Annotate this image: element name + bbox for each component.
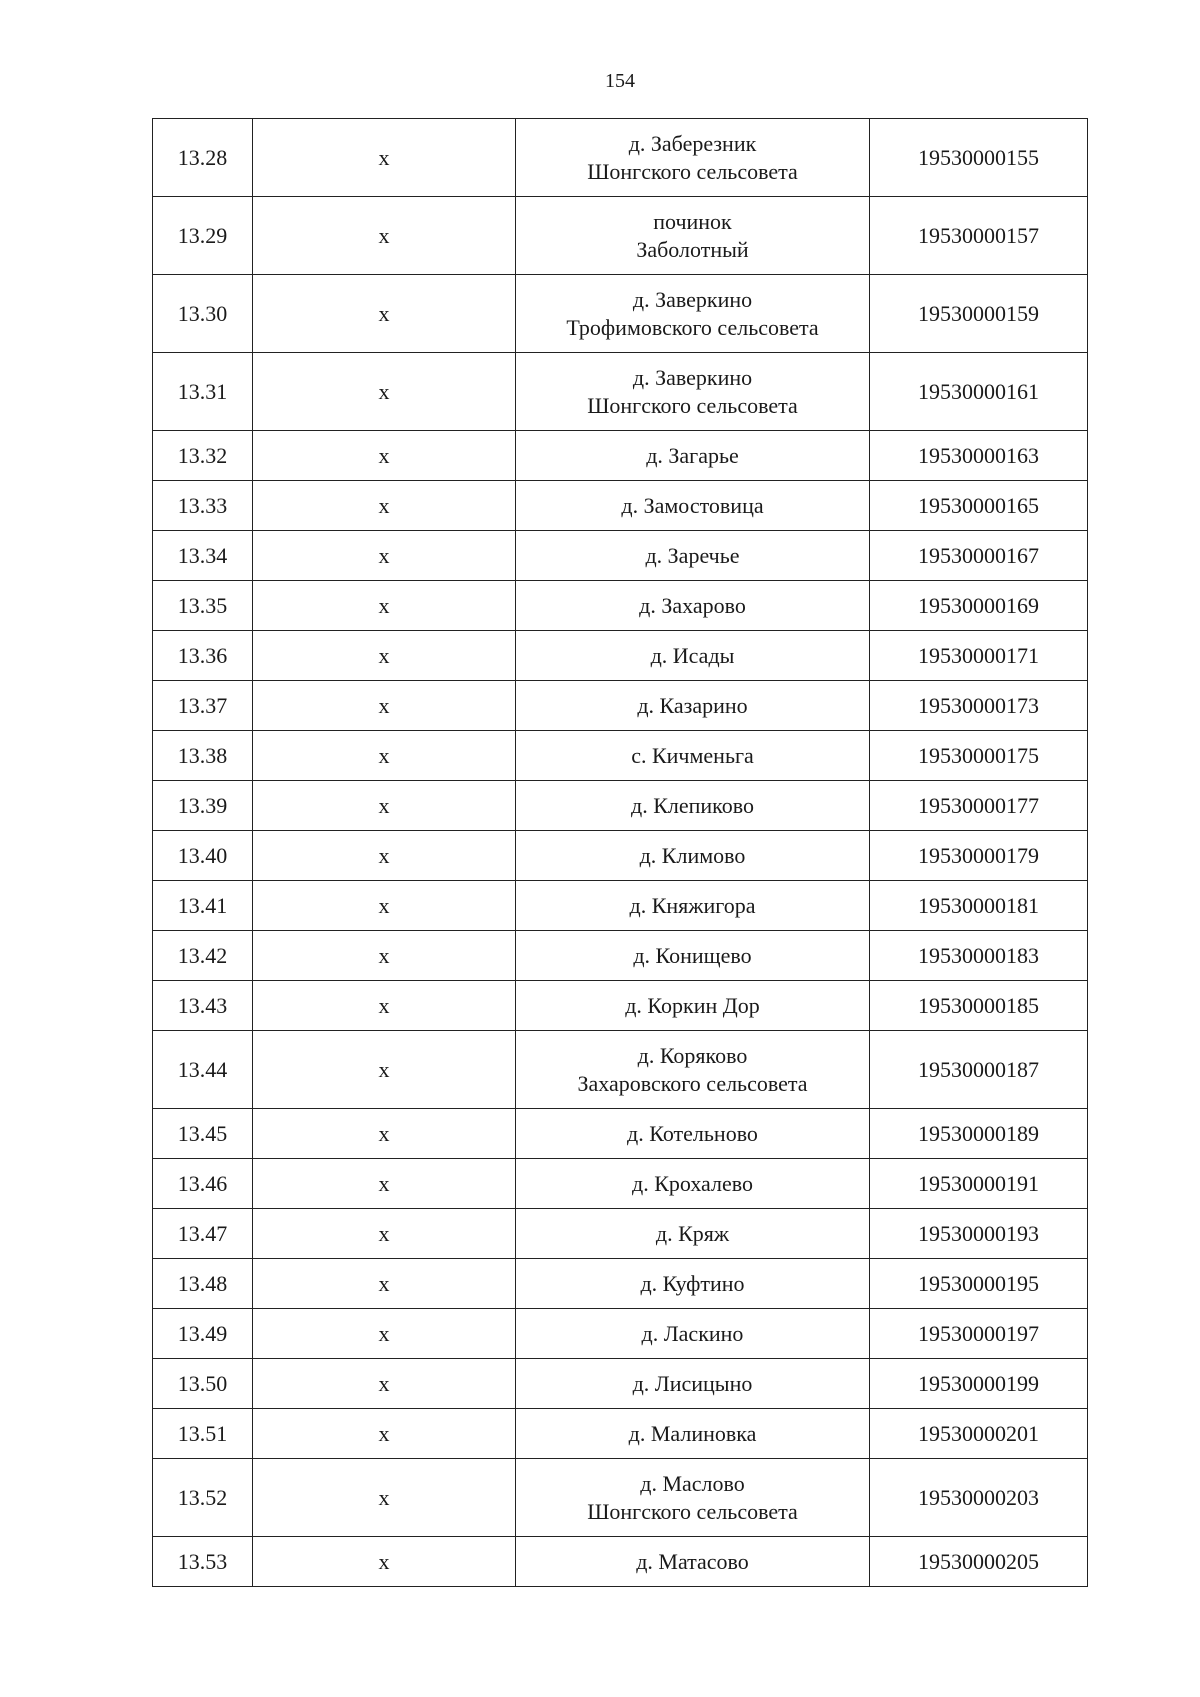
mark-cell: х [253,1359,516,1409]
table-row [153,1359,1088,1409]
settlement-name-line: д. Заверкино [632,286,753,312]
row-number-cell: 13.40 [153,831,253,881]
table-row [153,119,1088,197]
mark-cell: х [253,1537,516,1587]
settlement-name-line: д. Коркин Дор [625,992,760,1018]
settlement-name-line: Захаровского сельсовета [577,1070,808,1096]
settlement-name-line: д. Куфтино [640,1270,745,1296]
settlement-name-line: д. Конищево [633,942,752,968]
mark-cell: х [253,831,516,881]
settlement-name-cell [516,1031,870,1109]
mark-cell: х [253,275,516,353]
settlement-name-cell [516,1409,870,1459]
mark-cell: х [253,197,516,275]
settlement-name-cell [516,1459,870,1537]
code-cell: 19530000161 [870,353,1088,431]
table-row [153,881,1088,931]
settlement-name-line: д. Загарье [646,442,739,468]
code-cell: 19530000191 [870,1159,1088,1209]
code-cell: 19530000157 [870,197,1088,275]
row-number-cell: 13.39 [153,781,253,831]
mark-cell: х [253,1159,516,1209]
settlement-name-cell [516,1359,870,1409]
row-number-cell: 13.43 [153,981,253,1031]
settlement-name-line: д. Малиновка [628,1420,757,1446]
mark-cell: х [253,1031,516,1109]
mark-cell: х [253,581,516,631]
mark-cell: х [253,631,516,681]
table-row [153,681,1088,731]
row-number-cell: 13.48 [153,1259,253,1309]
settlements-table [152,118,1088,1587]
table-row [153,431,1088,481]
table-row [153,275,1088,353]
code-cell: 19530000183 [870,931,1088,981]
settlement-name-line: д. Замостовица [621,492,764,518]
row-number-cell: 13.36 [153,631,253,681]
settlement-name-line: д. Захарово [639,592,746,618]
settlement-name-cell [516,119,870,197]
settlement-name-line: д. Коряково [637,1042,748,1068]
row-number-cell: 13.35 [153,581,253,631]
table-row [153,1209,1088,1259]
table-row [153,981,1088,1031]
table-row [153,531,1088,581]
settlement-name-line: д. Котельново [627,1120,758,1146]
mark-cell: х [253,931,516,981]
code-cell: 19530000199 [870,1359,1088,1409]
row-number-cell: 13.53 [153,1537,253,1587]
mark-cell: х [253,1109,516,1159]
mark-cell: х [253,1409,516,1459]
table-row [153,631,1088,681]
settlement-name-cell [516,531,870,581]
row-number-cell: 13.47 [153,1209,253,1259]
code-cell: 19530000169 [870,581,1088,631]
row-number-cell: 13.52 [153,1459,253,1537]
row-number-cell: 13.34 [153,531,253,581]
mark-cell: х [253,1459,516,1537]
code-cell: 19530000205 [870,1537,1088,1587]
table-row [153,1459,1088,1537]
table-row [153,1159,1088,1209]
row-number-cell: 13.45 [153,1109,253,1159]
table-row [153,1259,1088,1309]
code-cell: 19530000187 [870,1031,1088,1109]
settlement-name-line: д. Клепиково [631,792,754,818]
row-number-cell: 13.37 [153,681,253,731]
row-number-cell: 13.31 [153,353,253,431]
code-cell: 19530000163 [870,431,1088,481]
settlement-name-line: д. Крохалево [632,1170,753,1196]
settlement-name-cell [516,1159,870,1209]
mark-cell: х [253,353,516,431]
settlement-name-line: д. Кряж [655,1220,730,1246]
code-cell: 19530000175 [870,731,1088,781]
settlement-name-cell [516,353,870,431]
row-number-cell: 13.38 [153,731,253,781]
table-row [153,581,1088,631]
settlement-name-cell [516,1109,870,1159]
code-cell: 19530000195 [870,1259,1088,1309]
row-number-cell: 13.33 [153,481,253,531]
mark-cell: х [253,1209,516,1259]
settlement-name-cell [516,581,870,631]
settlement-name-line: Трофимовского сельсовета [566,314,819,340]
settlement-name-cell [516,431,870,481]
settlement-name-cell [516,981,870,1031]
settlement-name-line: с. Кичменьга [631,742,754,768]
settlement-name-cell [516,631,870,681]
settlement-name-cell [516,731,870,781]
table-row [153,353,1088,431]
code-cell: 19530000189 [870,1109,1088,1159]
settlement-name-cell [516,1537,870,1587]
table-row [153,1309,1088,1359]
row-number-cell: 13.29 [153,197,253,275]
table-row [153,731,1088,781]
page-number: 154 [605,70,635,92]
table-row [153,831,1088,881]
settlement-name-cell [516,1259,870,1309]
settlement-name-line: д. Княжигора [629,892,756,918]
row-number-cell: 13.32 [153,431,253,481]
code-cell: 19530000201 [870,1409,1088,1459]
code-cell: 19530000193 [870,1209,1088,1259]
code-cell: 19530000159 [870,275,1088,353]
settlement-name-cell [516,881,870,931]
mark-cell: х [253,781,516,831]
settlement-name-line: Заболотный [636,236,749,262]
row-number-cell: 13.49 [153,1309,253,1359]
row-number-cell: 13.44 [153,1031,253,1109]
settlement-name-cell [516,781,870,831]
code-cell: 19530000197 [870,1309,1088,1359]
row-number-cell: 13.28 [153,119,253,197]
settlement-name-line: Шонгского сельсовета [587,1498,798,1524]
row-number-cell: 13.30 [153,275,253,353]
code-cell: 19530000165 [870,481,1088,531]
mark-cell: х [253,981,516,1031]
settlement-name-line: д. Заберезник [628,130,757,156]
row-number-cell: 13.50 [153,1359,253,1409]
settlement-name-line: Шонгского сельсовета [587,158,798,184]
code-cell: 19530000155 [870,119,1088,197]
code-cell: 19530000177 [870,781,1088,831]
settlement-name-line: д. Лисицыно [632,1370,753,1396]
settlement-name-cell [516,197,870,275]
settlement-name-line: д. Казарино [637,692,748,718]
mark-cell: х [253,1309,516,1359]
code-cell: 19530000203 [870,1459,1088,1537]
table-row [153,781,1088,831]
settlement-name-line: д. Заречье [645,542,740,568]
settlement-name-line: Шонгского сельсовета [587,392,798,418]
settlement-name-line: д. Заверкино [632,364,753,390]
settlement-name-cell [516,1209,870,1259]
row-number-cell: 13.51 [153,1409,253,1459]
settlement-name-cell [516,931,870,981]
table-row [153,1031,1088,1109]
settlement-name-line: д. Маслово [640,1470,745,1496]
row-number-cell: 13.42 [153,931,253,981]
settlement-name-cell [516,275,870,353]
code-cell: 19530000167 [870,531,1088,581]
table-row [153,481,1088,531]
settlement-name-line: д. Исады [650,642,735,668]
table-row [153,1109,1088,1159]
mark-cell: х [253,481,516,531]
settlement-name-cell [516,481,870,531]
mark-cell: х [253,881,516,931]
row-number-cell: 13.46 [153,1159,253,1209]
table-row [153,931,1088,981]
mark-cell: х [253,731,516,781]
mark-cell: х [253,531,516,581]
mark-cell: х [253,431,516,481]
settlement-name-line: починок [653,208,732,234]
code-cell: 19530000179 [870,831,1088,881]
mark-cell: х [253,1259,516,1309]
table-row [153,1537,1088,1587]
settlement-name-line: д. Матасово [636,1548,749,1574]
mark-cell: х [253,119,516,197]
settlement-name-cell [516,681,870,731]
settlement-name-line: д. Ласкино [641,1320,744,1346]
settlement-name-line: д. Климово [639,842,746,868]
code-cell: 19530000185 [870,981,1088,1031]
table-row [153,1409,1088,1459]
table-body [153,119,1088,1587]
table-row [153,197,1088,275]
settlement-name-cell [516,831,870,881]
code-cell: 19530000173 [870,681,1088,731]
settlement-name-cell [516,1309,870,1359]
code-cell: 19530000181 [870,881,1088,931]
mark-cell: х [253,681,516,731]
row-number-cell: 13.41 [153,881,253,931]
code-cell: 19530000171 [870,631,1088,681]
